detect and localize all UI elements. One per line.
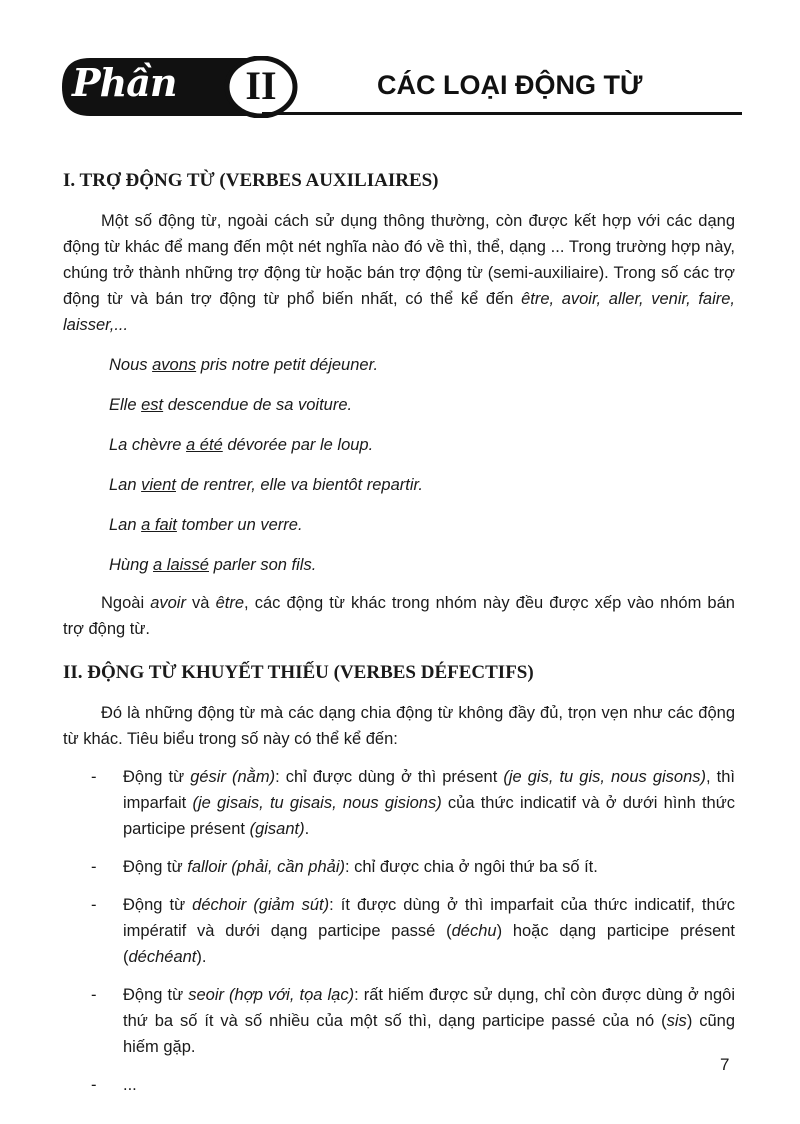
- part-numeral: II: [245, 63, 277, 108]
- item-text: : ít được dùng ở thì imparfait của thức indicatif, thức impératif và dưới dạng participe passé (: [123, 896, 735, 940]
- example-sentence: [109, 512, 735, 538]
- example-text: pris notre petit déjeuner.: [196, 356, 379, 374]
- item-conjugation: déchu: [451, 922, 497, 940]
- item-text: Động từ: [123, 768, 191, 786]
- part-word: Phần: [72, 60, 177, 105]
- item-text: ) cũng hiếm gặp.: [123, 1012, 736, 1056]
- list-dash: -: [91, 896, 97, 914]
- list-dash: -: [91, 858, 97, 876]
- item-text: : chỉ được chia ở ngôi thứ ba số ít.: [345, 858, 598, 876]
- item-text: của thức indicatif và ở dưới hình thức participe présent: [123, 794, 735, 838]
- list-item: [63, 892, 735, 970]
- item-verb: gésir (nằm): [190, 768, 276, 786]
- list-dash: -: [91, 1076, 97, 1094]
- section2-heading: II. ĐỘNG TỪ KHUYẾT THIẾU (VERBES DÉFECTIFS): [63, 662, 534, 683]
- list-item: [63, 854, 735, 880]
- list-item: [63, 1072, 735, 1098]
- list-item: [63, 764, 735, 842]
- item-conjugation: sis: [666, 1012, 687, 1030]
- outro-text: , các động từ khác trong nhóm này đều được xếp vào nhóm bán trợ động từ.: [63, 594, 735, 638]
- header-rule: [262, 112, 742, 115]
- item-verb: déchoir (giảm sút): [192, 896, 330, 914]
- item-verb: falloir (phải, cần phải): [187, 858, 345, 876]
- outro-verb: avoir: [150, 594, 186, 612]
- intro-text: Một số động từ, ngoài cách sử dụng thông thường, còn được kết hợp với các dạng động từ khác để mang đến một nét nghĩa nào đó về thì, thể, dạng ... Trong trường hợp này, chúng trở thành những trợ động từ hoặc bán trợ động từ (semi-auxiliaire). Trong số các trợ động từ và bán trợ động từ phổ biến nhất, có thể kể đến: [63, 212, 735, 308]
- item-conjugation: (gisant): [249, 820, 305, 838]
- example-text: Nous: [109, 356, 153, 374]
- item-text: ...: [123, 1076, 137, 1094]
- page-content: [63, 168, 735, 1110]
- example-sentence: [109, 352, 735, 378]
- item-text: Động từ: [123, 896, 193, 914]
- page-number: 7: [720, 1055, 730, 1074]
- section1-intro: [63, 208, 735, 338]
- section2-intro: Đó là những động từ mà các dạng chia động từ không đầy đủ, trọn vẹn như các động từ khác. Tiêu biểu trong số này có thể kể đến:: [63, 704, 735, 748]
- list-dash: -: [91, 986, 97, 1004]
- outro-verb: être: [215, 594, 245, 612]
- item-text: : rất hiếm được sử dụng, chỉ còn được dùng ở ngôi thứ ba số ít và số nhiều của một số thì, dạng participe passé của nó (: [123, 986, 736, 1030]
- intro-verb-list: être, avoir, aller, venir, faire, laisser,...: [63, 290, 735, 334]
- example-text: La chèvre: [109, 436, 187, 454]
- item-text: Động từ: [123, 858, 188, 876]
- item-text: , thì imparfait: [123, 768, 736, 812]
- example-text: dévorée par le loup.: [222, 436, 374, 454]
- auxiliary-verb: est: [141, 396, 164, 414]
- example-text: Elle: [109, 396, 142, 414]
- example-text: descendue de sa voiture.: [163, 396, 353, 414]
- item-conjugation: (je gisais, tu gisais, nous gisions): [192, 794, 442, 812]
- example-text: Lan: [109, 476, 142, 494]
- outro-text: Ngoài: [101, 594, 151, 612]
- example-text: Hùng: [109, 556, 154, 574]
- auxiliary-verb: a laissé: [153, 556, 209, 574]
- example-text: tomber un verre.: [176, 516, 303, 534]
- example-sentence: [109, 552, 735, 578]
- example-sentence: [109, 432, 735, 458]
- auxiliary-verb: vient: [141, 476, 176, 494]
- item-text: ).: [196, 948, 207, 966]
- item-conjugation: déchéant: [128, 948, 197, 966]
- example-text: parler son fils.: [208, 556, 317, 574]
- item-verb: seoir (hợp với, tọa lạc): [188, 986, 355, 1004]
- example-text: de rentrer, elle va bientôt repartir.: [175, 476, 424, 494]
- section1-outro: [63, 590, 735, 642]
- item-text: .: [304, 820, 310, 838]
- chapter-header: [62, 56, 742, 118]
- example-sentence: [109, 472, 735, 498]
- item-text: : chỉ được dùng ở thì présent: [275, 768, 504, 786]
- example-text: Lan: [109, 516, 142, 534]
- auxiliary-verb: a fait: [141, 516, 177, 534]
- example-sentence: [109, 392, 735, 418]
- defective-verb-list: [63, 764, 735, 1098]
- item-text: ) hoặc dạng participe présent (: [123, 922, 735, 966]
- item-conjugation: (je gis, tu gis, nous gisons): [503, 768, 707, 786]
- auxiliary-verb: avons: [152, 356, 197, 374]
- outro-text: và: [185, 594, 216, 612]
- item-text: Động từ: [123, 986, 189, 1004]
- list-item: [63, 982, 735, 1060]
- part-badge: [62, 56, 302, 118]
- chapter-title: CÁC LOẠI ĐỘNG TỪ: [377, 70, 643, 100]
- section1-heading: I. TRỢ ĐỘNG TỪ (VERBES AUXILIAIRES): [63, 170, 439, 191]
- auxiliary-verb: a été: [186, 436, 223, 454]
- list-dash: -: [91, 768, 97, 786]
